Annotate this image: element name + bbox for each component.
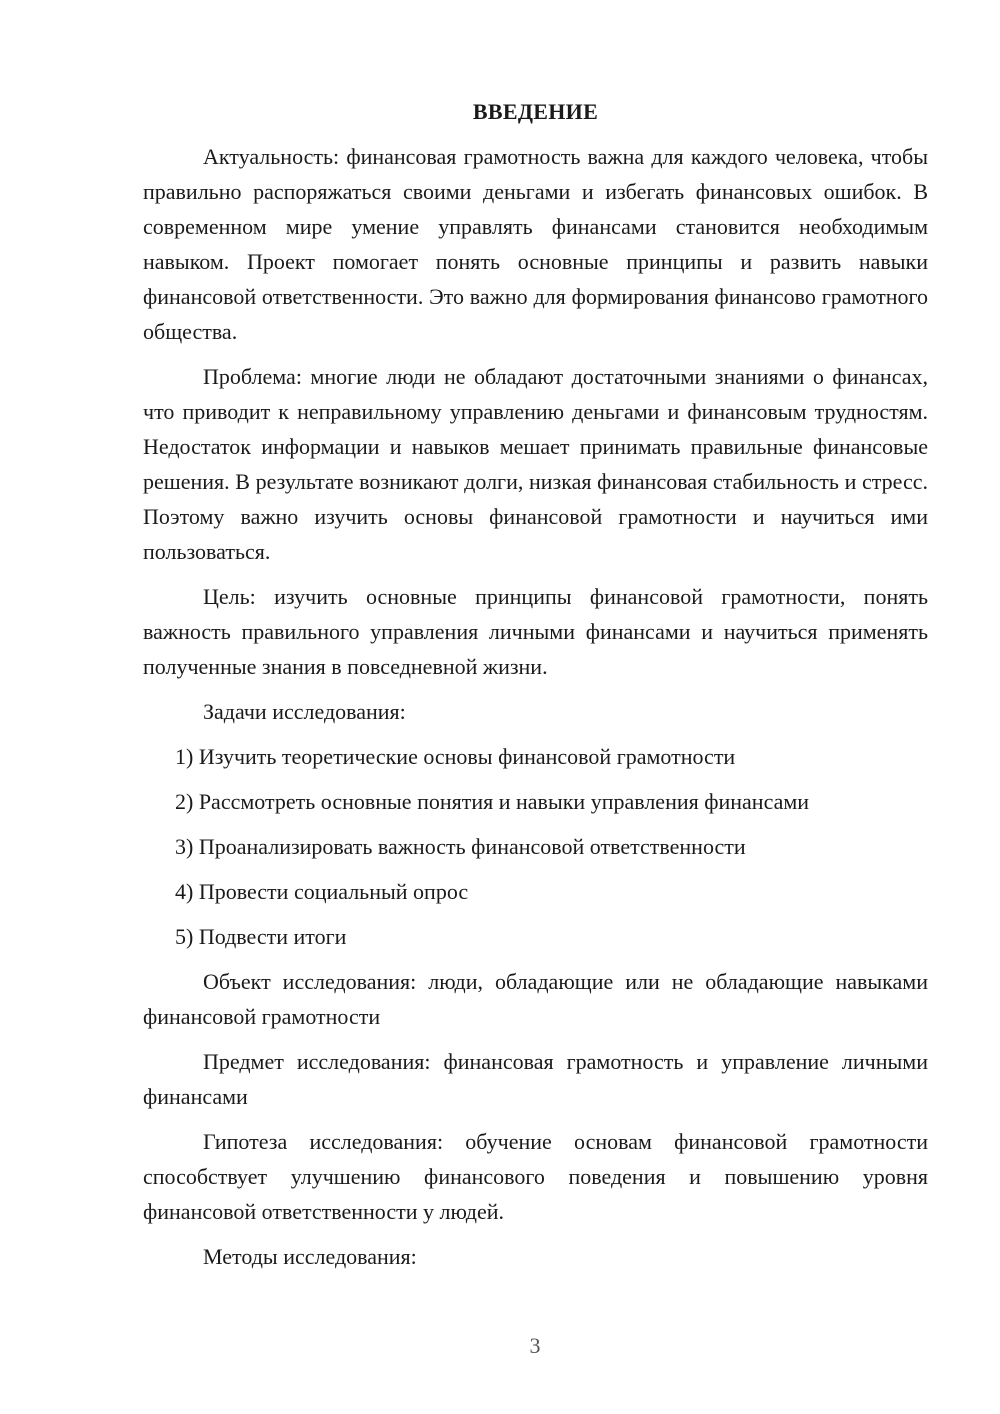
list-item: 1) Изучить теоретические основы финансовой грамотности [175, 744, 736, 769]
tasks-list [143, 739, 928, 954]
tasks-heading: Задачи исследования: [203, 699, 406, 724]
page-number: 3 [529, 1333, 541, 1358]
methods-heading: Методы исследования: [203, 1244, 417, 1269]
page-title: ВВЕДЕНИЕ [472, 99, 599, 124]
list-item: 3) Проанализировать важность финансовой ответственности [175, 834, 746, 859]
list-item: 2) Рассмотреть основные понятия и навыки управления финансами [175, 789, 810, 814]
problem-paragraph: Проблема: многие люди не обладают достаточными знаниями о финансах, что приводит к неправильному управлению деньгами и финансовым трудностям. Недостаток информации и навыков мешает принимать правильные финансовые решения. В результате возникают долги, низкая финансовая стабильность и стресс. Поэтому важно изучить основы финансовой грамотности и научиться ими пользоваться. [143, 364, 928, 564]
list-item: 4) Провести социальный опрос [175, 879, 469, 904]
document-page [143, 94, 928, 1284]
relevance-paragraph: Актуальность: финансовая грамотность важна для каждого человека, чтобы правильно распоряжаться своими деньгами и избегать финансовых ошибок. В современном мире умение управлять финансами становится необходимым навыком. Проект помогает понять основные принципы и развить навыки финансовой ответственности. Это важно для формирования финансово грамотного общества. [143, 144, 928, 344]
goal-paragraph: Цель: изучить основные принципы финансовой грамотности, понять важность правильного управления личными финансами и научиться применять полученные знания в повседневной жизни. [143, 584, 928, 679]
list-item: 5) Подвести итоги [175, 924, 347, 949]
subject-paragraph: Предмет исследования: финансовая грамотность и управление личными финансами [143, 1049, 928, 1109]
hypothesis-paragraph: Гипотеза исследования: обучение основам финансовой грамотности способствует улучшению финансового поведения и повышению уровня финансовой ответственности у людей. [143, 1129, 928, 1224]
object-paragraph: Объект исследования: люди, обладающие или не обладающие навыками финансовой грамотности [143, 969, 928, 1029]
